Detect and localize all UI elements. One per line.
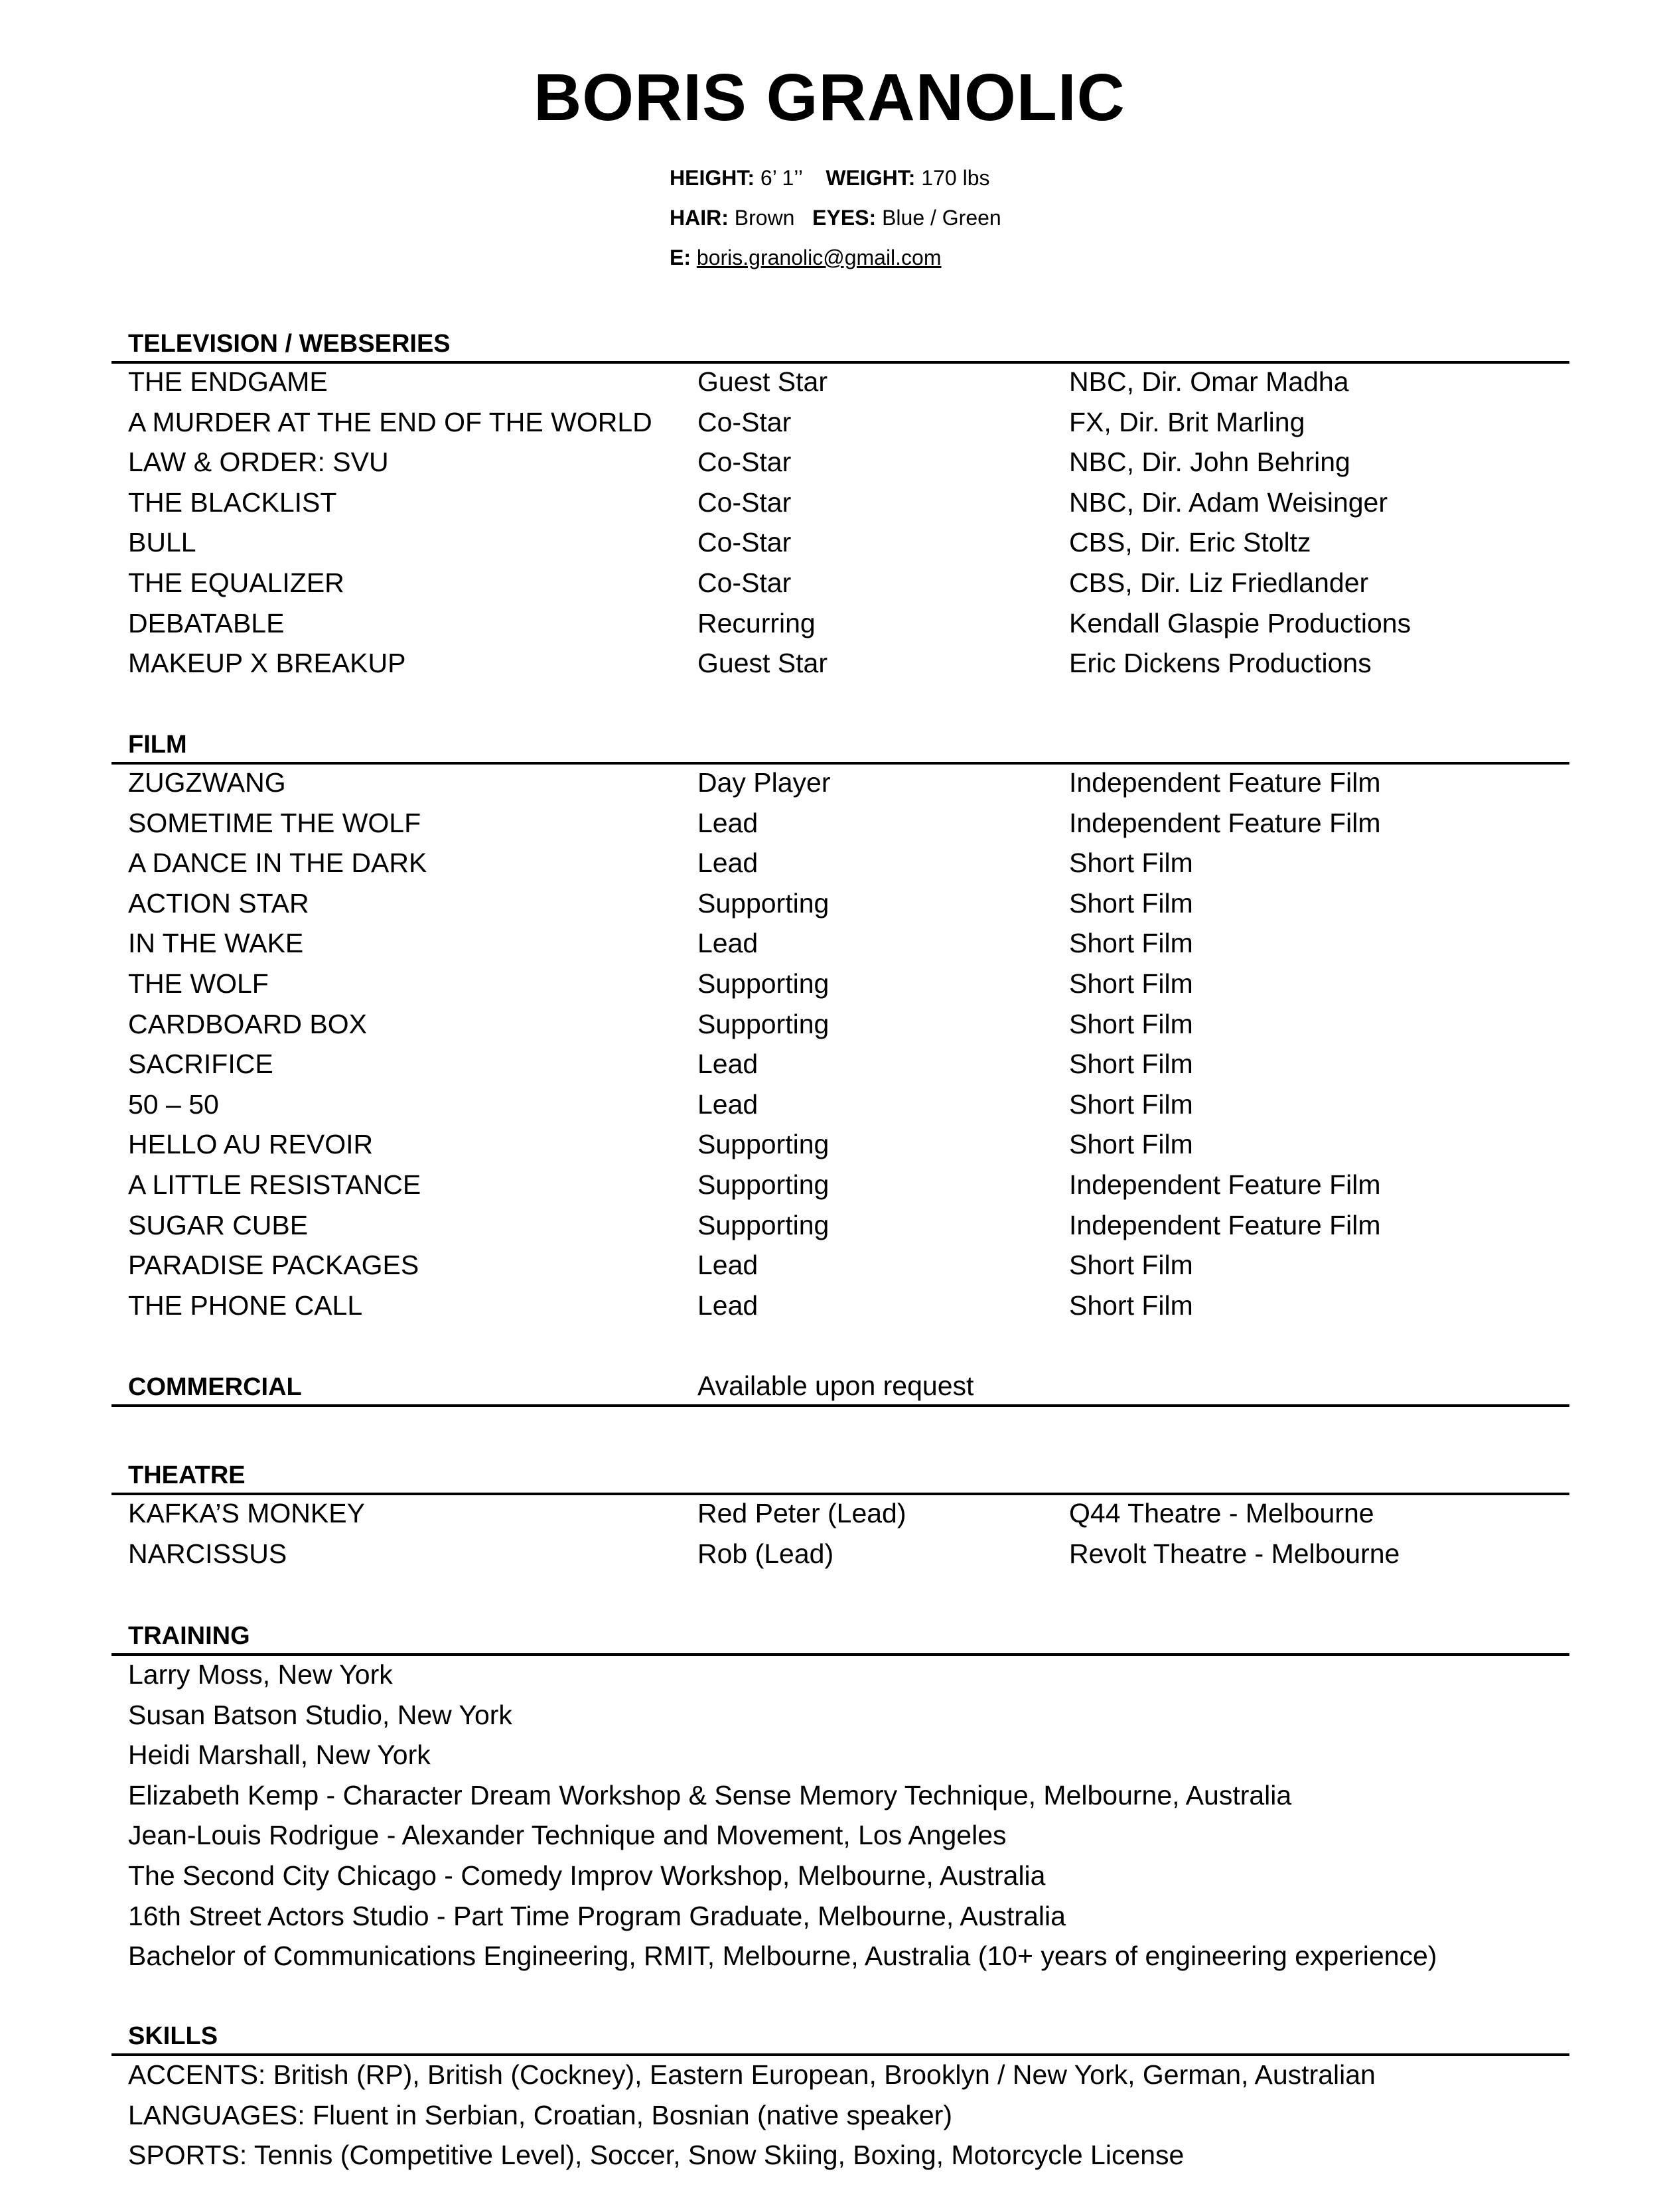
credit-title: SACRIFICE — [128, 1049, 273, 1080]
section-title: THEATRE — [128, 1461, 246, 1489]
credit-role: Lead — [697, 1049, 758, 1080]
credit-role: Lead — [697, 928, 758, 959]
section-header — [111, 1617, 1569, 1656]
weight-label: WEIGHT: — [826, 166, 916, 190]
credit-company: Short Film — [1069, 1088, 1193, 1120]
list-item: Elizabeth Kemp - Character Dream Workshop & Sense Memory Technique, Melbourne, Australia — [128, 1779, 1292, 1810]
list-item: LANGUAGES: Fluent in Serbian, Croatian, Bosnian (native speaker) — [128, 2099, 952, 2130]
list-item: Heidi Marshall, New York — [128, 1739, 431, 1771]
section-title: TRAINING — [128, 1622, 250, 1650]
credit-role: Co-Star — [697, 486, 792, 518]
credit-row — [111, 1247, 1569, 1288]
credit-company: Short Film — [1069, 1008, 1193, 1039]
height-value: 6’ 1’’ — [760, 166, 802, 190]
credit-role: Lead — [697, 1290, 758, 1321]
credit-role: Supporting — [697, 1209, 830, 1240]
credit-company: NBC, Dir. Omar Madha — [1069, 366, 1349, 397]
credit-role: Recurring — [697, 607, 816, 638]
credit-role: Guest Star — [697, 366, 828, 397]
section-title: FILM — [128, 731, 187, 759]
credit-row — [111, 845, 1569, 885]
credit-row — [111, 1126, 1569, 1167]
actor-name: BORIS GRANOLIC — [534, 60, 1125, 135]
credit-company: Independent Feature Film — [1069, 1169, 1381, 1200]
credit-row — [111, 1167, 1569, 1207]
credit-role: Lead — [697, 807, 758, 838]
height-label: HEIGHT: — [670, 166, 755, 190]
section-header — [111, 1368, 1569, 1407]
section-training — [111, 1617, 1569, 1978]
credit-company: NBC, Dir. John Behring — [1069, 447, 1350, 478]
credit-company: CBS, Dir. Eric Stoltz — [1069, 527, 1311, 558]
credit-title: A MURDER AT THE END OF THE WORLD — [128, 406, 652, 437]
credit-role: Lead — [697, 848, 758, 879]
email-link[interactable]: boris.granolic@gmail.com — [696, 246, 942, 269]
commercial-note: Available upon request — [697, 1370, 974, 1401]
credit-role: Red Peter (Lead) — [697, 1498, 906, 1528]
stats-row-height-weight — [670, 158, 1001, 198]
section-title: SKILLS — [128, 2022, 218, 2050]
hair-value: Brown — [734, 206, 795, 230]
credit-role: Supporting — [697, 887, 830, 919]
credit-role: Supporting — [697, 968, 830, 999]
credit-row — [111, 645, 1569, 686]
credit-role: Guest Star — [697, 648, 828, 679]
credit-row — [111, 1207, 1569, 1248]
credit-company: Eric Dickens Productions — [1069, 648, 1372, 679]
section-commercial — [111, 1368, 1569, 1407]
section-television — [111, 325, 1569, 686]
credit-company: Short Film — [1069, 1049, 1193, 1080]
credit-title: DEBATABLE — [128, 607, 285, 638]
credit-row — [111, 605, 1569, 646]
section-header — [111, 325, 1569, 364]
credit-title: IN THE WAKE — [128, 928, 304, 959]
credit-title: THE PHONE CALL — [128, 1290, 363, 1321]
credit-company: Kendall Glaspie Productions — [1069, 607, 1411, 638]
credit-company: Q44 Theatre - Melbourne — [1069, 1498, 1374, 1528]
credit-row — [111, 364, 1569, 404]
list-item: Jean-Louis Rodrigue - Alexander Technique and Movement, Los Angeles — [128, 1820, 1007, 1851]
credit-company: Independent Feature Film — [1069, 807, 1381, 838]
credit-company: Short Film — [1069, 887, 1193, 919]
credit-row — [111, 1006, 1569, 1047]
credit-row — [111, 1046, 1569, 1086]
stats-row-email — [670, 238, 1001, 277]
training-list — [111, 1656, 1569, 1978]
credit-row — [111, 484, 1569, 525]
credit-title: KAFKA’S MONKEY — [128, 1498, 365, 1528]
section-title: COMMERCIAL — [128, 1373, 302, 1401]
credit-title: SOMETIME THE WOLF — [128, 807, 421, 838]
credit-title: LAW & ORDER: SVU — [128, 447, 389, 478]
credit-row — [111, 524, 1569, 565]
credits-table — [111, 765, 1569, 1327]
credit-title: MAKEUP X BREAKUP — [128, 648, 406, 679]
section-title: TELEVISION / WEBSERIES — [128, 330, 451, 358]
credit-title: ACTION STAR — [128, 887, 309, 919]
credit-title: PARADISE PACKAGES — [128, 1250, 419, 1281]
credit-row — [111, 1288, 1569, 1328]
credit-title: A LITTLE RESISTANCE — [128, 1169, 421, 1200]
list-item: SPORTS: Tennis (Competitive Level), Soccer, Snow Skiing, Boxing, Motorcycle License — [128, 2140, 1185, 2171]
credit-row — [111, 805, 1569, 846]
credit-title: THE EQUALIZER — [128, 567, 344, 598]
list-item: ACCENTS: British (RP), British (Cockney), Eastern European, Brooklyn / New York, German, Australian — [128, 2059, 1376, 2090]
credit-row — [111, 404, 1569, 445]
credit-role: Day Player — [697, 767, 831, 798]
credit-title: THE ENDGAME — [128, 366, 328, 397]
credit-company: Short Film — [1069, 928, 1193, 959]
credit-company: Short Film — [1069, 1250, 1193, 1281]
credit-role: Lead — [697, 1250, 758, 1281]
list-item: 16th Street Actors Studio - Part Time Program Graduate, Melbourne, Australia — [128, 1900, 1066, 1931]
credit-role: Co-Star — [697, 527, 792, 558]
credits-table — [111, 364, 1569, 686]
credits-table — [111, 1495, 1569, 1576]
credit-row — [111, 925, 1569, 966]
credit-title: THE WOLF — [128, 968, 269, 999]
credit-title: ZUGZWANG — [128, 767, 286, 798]
hair-label: HAIR: — [670, 206, 729, 230]
weight-value: 170 lbs — [921, 166, 990, 190]
credit-company: FX, Dir. Brit Marling — [1069, 406, 1305, 437]
credit-role: Rob (Lead) — [697, 1538, 834, 1569]
list-item: Bachelor of Communications Engineering, RMIT, Melbourne, Australia (10+ years of engineering experience) — [128, 1941, 1437, 1972]
credit-role: Supporting — [697, 1129, 830, 1160]
credit-row — [111, 1086, 1569, 1127]
list-item: The Second City Chicago - Comedy Improv Workshop, Melbourne, Australia — [128, 1860, 1046, 1891]
section-skills — [111, 2018, 1569, 2177]
credit-role: Supporting — [697, 1008, 830, 1039]
credit-title: 50 – 50 — [128, 1088, 219, 1120]
credit-company: Independent Feature Film — [1069, 1209, 1381, 1240]
credit-company: Short Film — [1069, 1129, 1193, 1160]
credit-row — [111, 966, 1569, 1006]
eyes-label: EYES: — [812, 206, 877, 230]
credit-title: A DANCE IN THE DARK — [128, 848, 427, 879]
email-label: E: — [670, 246, 691, 269]
eyes-value: Blue / Green — [882, 206, 1001, 230]
credit-company: Short Film — [1069, 848, 1193, 879]
section-header — [111, 1457, 1569, 1495]
credit-company: Short Film — [1069, 1290, 1193, 1321]
stats-block — [670, 158, 1001, 277]
section-film — [111, 726, 1569, 1327]
credit-row — [111, 765, 1569, 805]
section-header — [111, 726, 1569, 765]
credit-company: Independent Feature Film — [1069, 767, 1381, 798]
stats-row-hair-eyes — [670, 198, 1001, 238]
credit-row — [111, 565, 1569, 605]
list-item: Larry Moss, New York — [128, 1659, 393, 1690]
section-header — [111, 2018, 1569, 2056]
credit-title: THE BLACKLIST — [128, 486, 337, 518]
credit-role: Co-Star — [697, 567, 792, 598]
credit-title: HELLO AU REVOIR — [128, 1129, 374, 1160]
credit-row — [111, 885, 1569, 926]
skills-list — [111, 2056, 1569, 2177]
credit-company: CBS, Dir. Liz Friedlander — [1069, 567, 1369, 598]
credit-role: Supporting — [697, 1169, 830, 1200]
credit-role: Co-Star — [697, 406, 792, 437]
credit-row — [111, 1495, 1569, 1536]
credit-title: BULL — [128, 527, 196, 558]
credit-role: Co-Star — [697, 447, 792, 478]
credit-company: Short Film — [1069, 968, 1193, 999]
credit-row — [111, 444, 1569, 484]
credit-title: NARCISSUS — [128, 1538, 287, 1569]
section-theatre — [111, 1457, 1569, 1576]
credit-role: Lead — [697, 1088, 758, 1120]
list-item: Susan Batson Studio, New York — [128, 1699, 512, 1730]
credit-company: NBC, Dir. Adam Weisinger — [1069, 486, 1388, 518]
credit-title: SUGAR CUBE — [128, 1209, 309, 1240]
credit-title: CARDBOARD BOX — [128, 1008, 367, 1039]
credit-row — [111, 1536, 1569, 1576]
credit-company: Revolt Theatre - Melbourne — [1069, 1538, 1400, 1569]
